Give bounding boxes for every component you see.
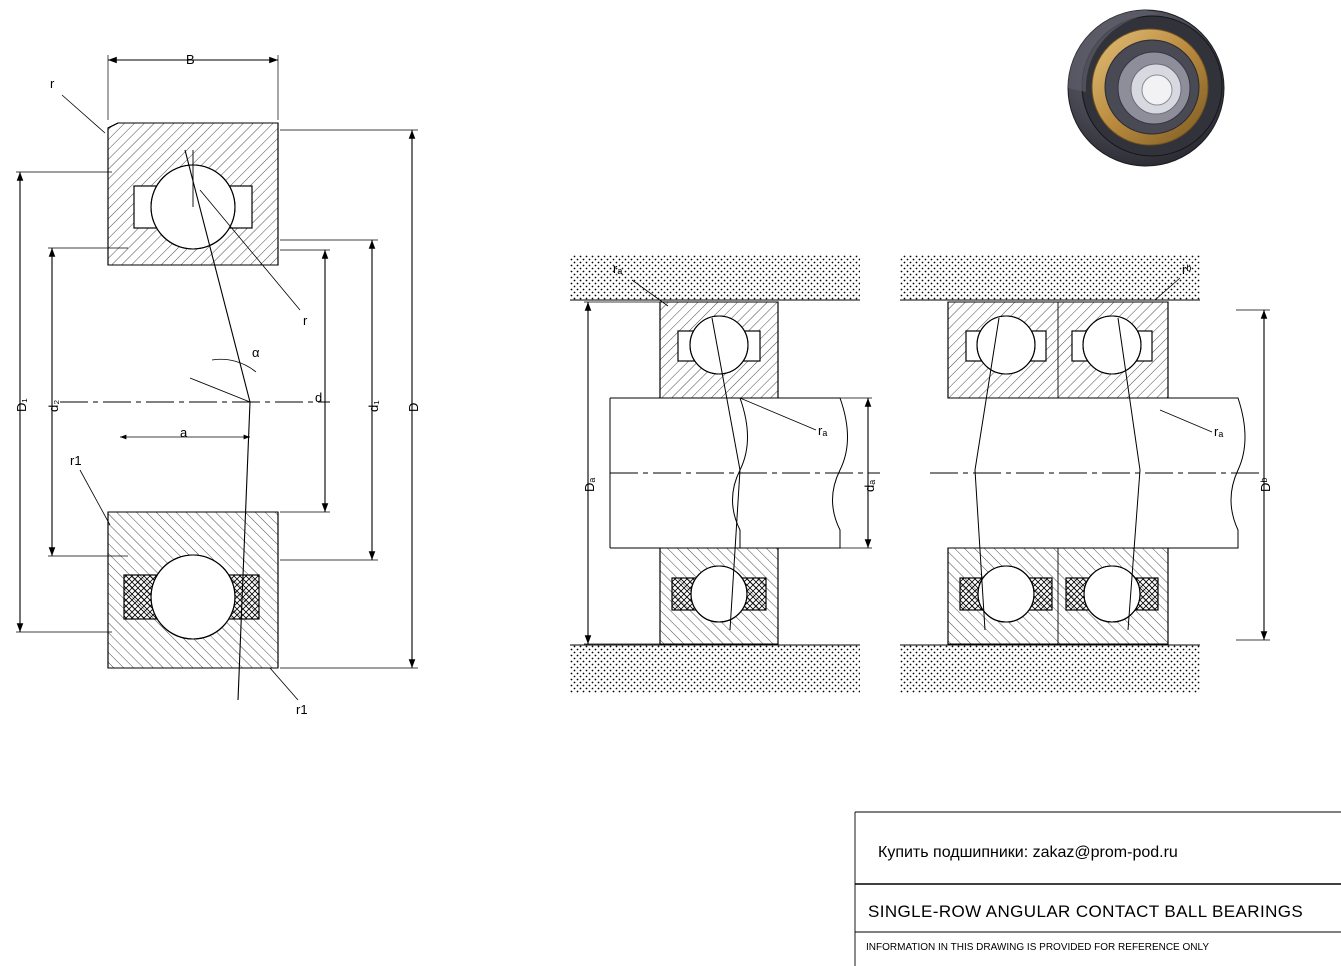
mount-label-Da: Dₐ (582, 477, 597, 492)
dim-label-r-top: r (50, 76, 55, 91)
dim-label-d2: d₂ (46, 399, 61, 412)
dim-label-alpha: α (252, 345, 260, 360)
drawing-title: SINGLE-ROW ANGULAR CONTACT BALL BEARINGS (868, 902, 1304, 921)
dim-label-r-inner: r (303, 313, 308, 328)
dim-label-B: B (186, 52, 195, 67)
mount-label-ra-top: rₐ (613, 261, 623, 276)
mount2-label-Db: Dᵇ (1258, 477, 1273, 492)
mount2-label-rb-top: rᵇ (1182, 262, 1192, 277)
dim-label-d: d (315, 390, 323, 405)
contact-line: Купить подшипники: zakaz@prom-pod.ru (878, 844, 1178, 861)
bearing-photo-group (1068, 10, 1224, 166)
dim-label-D1: D₁ (14, 398, 29, 412)
mount2-label-ra-mid: rₐ (1214, 424, 1224, 439)
reference-note: INFORMATION IN THIS DRAWING IS PROVIDED FOR REFERENCE ONLY (866, 942, 1209, 953)
dim-label-D: D (406, 402, 421, 412)
dim-label-r1-bottom: r1 (296, 702, 308, 717)
mount-label-da: dₐ (862, 479, 877, 492)
mount-label-ra-mid: rₐ (818, 423, 828, 438)
dim-label-r1-left: r1 (70, 453, 82, 468)
dim-label-d1: d₁ (366, 400, 381, 412)
dim-label-a: a (180, 425, 188, 440)
